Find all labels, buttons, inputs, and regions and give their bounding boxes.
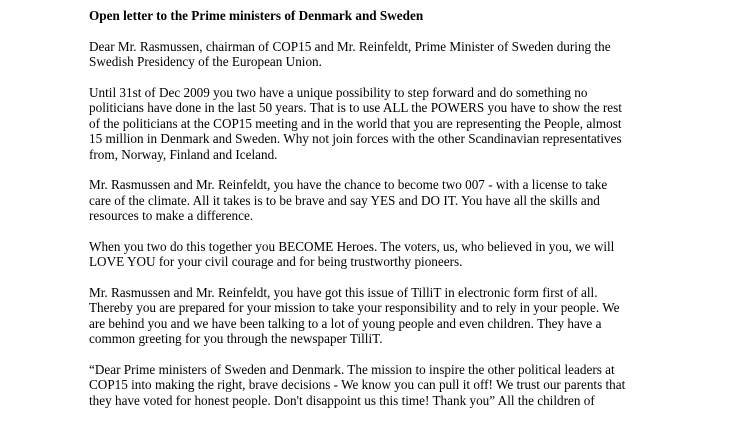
text-line: of the politicians at the COP15 meeting and in the world that you are representing the People, almost [89,115,622,131]
text-line: “Dear Prime ministers of Sweden and Denmark. The mission to inspire the other political leaders at [89,361,615,377]
text-line: Swedish Presidency of the European Union. [89,54,322,69]
text-line: Mr. Rasmussen and Mr. Reinfeldt, you have got this issue of TilliT in electronic form first of all. [89,284,598,300]
text-line: LOVE YOU for your civil courage and for being trustworthy pioneers. [89,254,463,269]
text-line: When you two do this together you BECOME Heroes. The voters, us, who believed in you, we will [89,238,615,254]
text-line: common greeting for you through the newspaper TilliT. [89,331,383,346]
text-line: resources to make a difference. [89,208,254,223]
paragraph-tillit [89,285,729,347]
paragraph-salutation [89,39,729,70]
text-line: Thereby you are prepared for your mission to take your responsibility and to rely in your people. We [89,300,620,315]
text-line: are behind you and we have been talking to a lot of young people and even children. They have a [89,315,602,331]
paragraph-007 [89,177,729,224]
document-page [89,8,729,423]
text-line: COP15 into making the right, brave decisions - We know you can pull it off! We trust our parents that [89,377,626,392]
text-line: politicians have done in the last 50 years. That is to use ALL the POWERS you have to show the rest [89,100,622,115]
text-line: Dear Mr. Rasmussen, chairman of COP15 and Mr. Reinfeldt, Prime Minister of Sweden during the [89,38,611,54]
text-line: from, Norway, Finland and Iceland. [89,146,278,162]
letter-title: Open letter to the Prime ministers of Denmark and Sweden [89,8,424,23]
text-line: Mr. Rasmussen and Mr. Reinfeldt, you have the chance to become two 007 - with a license to take [89,177,608,192]
paragraph-heroes [89,239,729,270]
paragraph-children-quote [89,362,729,409]
paragraph-deadline [89,85,729,163]
text-line: care of the climate. All it takes is to be brave and say YES and DO IT. You have all the skills and [89,192,600,208]
text-line: Until 31st of Dec 2009 you two have a unique possibility to step forward and do something no [89,84,588,100]
text-line: 15 million in Denmark and Sweden. Why not join forces with the other Scandinavian representatives [89,131,622,146]
text-line: they have voted for honest people. Don't disappoint us this time! Thank you” All the children of [89,392,595,408]
